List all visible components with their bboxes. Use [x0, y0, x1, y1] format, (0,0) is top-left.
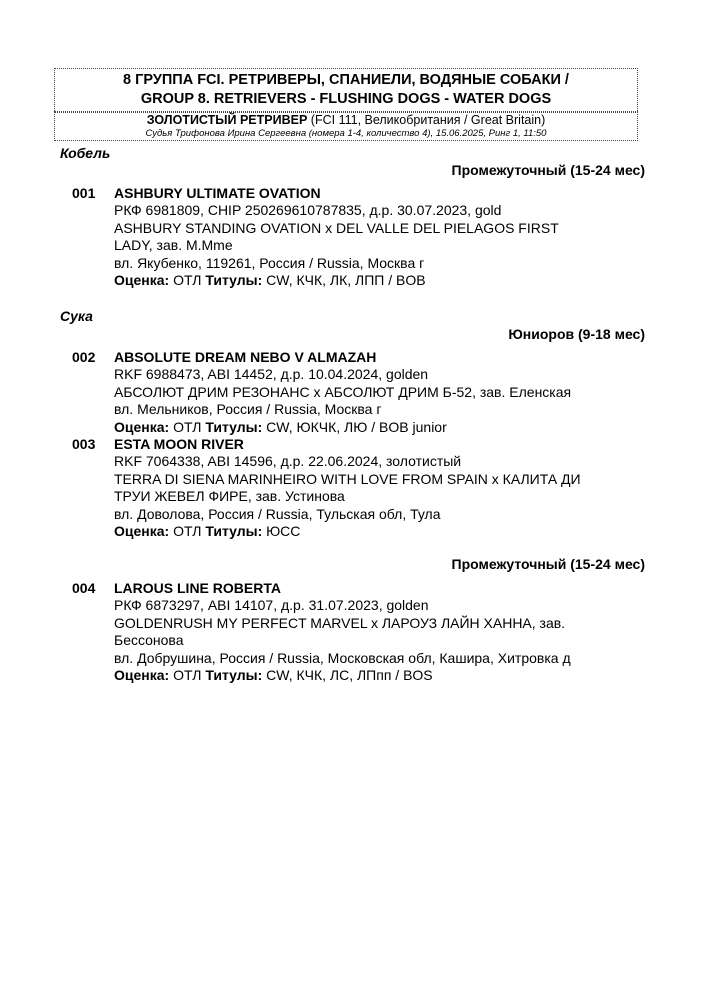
titles-label: Титулы:: [205, 523, 263, 540]
registration-info: RKF 7064338, ABI 14596, д.р. 22.06.2024, золотистый: [114, 453, 462, 470]
titles-label: Титулы:: [205, 418, 263, 435]
titles-value: CW, КЧК, ЛС, ЛПпп / BOS: [266, 667, 433, 684]
class-title: Промежуточный (15-24 мес): [451, 556, 645, 572]
dog-entry: [72, 185, 662, 289]
parents-line: АБСОЛЮТ ДРИМ РЕЗОНАНС x АБСОЛЮТ ДРИМ Б-52, зав. Еленская: [114, 383, 572, 400]
entry-number: 003: [72, 436, 96, 452]
breed-name: ЗОЛОТИСТЫЙ РЕТРИВЕР: [146, 113, 308, 127]
score-value: ОТЛ: [173, 418, 202, 435]
titles-value: CW, КЧК, ЛК, ЛПП / BOB: [266, 272, 426, 289]
group-title-ru: 8 ГРУППА FCI. РЕТРИВЕРЫ, СПАНИЕЛИ, ВОДЯНЫЕ СОБАКИ /: [123, 72, 569, 88]
score-value: ОТЛ: [173, 523, 202, 540]
parents-line: GOLDENRUSH MY PERFECT MARVEL x ЛАРОУЗ ЛАЙН ХАННА, зав.: [114, 614, 566, 631]
owner-info: вл. Мельников, Россия / Russia, Москва г: [114, 401, 382, 418]
owner-info: вл. Якубенко, 119261, Россия / Russia, Москва г: [114, 254, 425, 271]
breed-header: [54, 111, 638, 141]
sex-heading-female: Сука: [60, 308, 93, 324]
owner-info: вл. Доволова, Россия / Russia, Тульская обл, Тула: [114, 505, 441, 522]
class-title: Промежуточный (15-24 мес): [451, 162, 645, 178]
judge-info: Судья Трифонова Ирина Сергеевна (номера 1-4, количество 4), 15.06.2025, Ринг 1, 11:50: [145, 128, 547, 139]
dog-entry: [72, 436, 662, 540]
breed-info: (FCI 111, Великобритания / Great Britain): [310, 113, 546, 127]
dog-entry: [72, 580, 662, 684]
result-line: [114, 419, 662, 436]
group-title-en: GROUP 8. RETRIEVERS - FLUSHING DOGS - WATER DOGS: [140, 91, 552, 107]
owner-info: вл. Добрушина, Россия / Russia, Московская обл, Кашира, Хитровка д: [114, 649, 571, 666]
dog-entry: [72, 349, 662, 436]
entry-number: 001: [72, 185, 96, 201]
breed-line: [55, 113, 637, 128]
score-value: ОТЛ: [173, 272, 202, 289]
dog-name: ASHBURY ULTIMATE OVATION: [114, 185, 321, 201]
dog-name: ESTA MOON RIVER: [114, 436, 244, 452]
parents-line: ТРУИ ЖЕВЕЛ ФИРЕ, зав. Устинова: [114, 488, 345, 505]
parents-line: TERRA DI SIENA MARINHEIRO WITH LOVE FROM SPAIN x КАЛИТА ДИ: [114, 470, 581, 487]
titles-value: CW, ЮКЧК, ЛЮ / BOB junior: [266, 418, 447, 435]
dog-name: ABSOLUTE DREAM NEBO V ALMAZAH: [114, 349, 377, 365]
score-label: Оценка:: [114, 418, 170, 435]
entry-number: 004: [72, 580, 96, 596]
group-header: [54, 68, 638, 113]
dog-name: LAROUS LINE ROBERTA: [114, 580, 281, 596]
class-title: Юниоров (9-18 мес): [508, 326, 645, 342]
parents-line: ASHBURY STANDING OVATION x DEL VALLE DEL PIELAGOS FIRST: [114, 219, 559, 236]
result-line: [114, 523, 662, 540]
score-label: Оценка:: [114, 523, 170, 540]
sex-heading-male: Кобель: [60, 145, 111, 161]
titles-value: ЮСС: [266, 523, 301, 540]
parents-line: Бессонова: [114, 632, 184, 649]
result-line: [114, 272, 662, 289]
score-label: Оценка:: [114, 667, 170, 684]
result-line: [114, 667, 662, 684]
parents-line: LADY, зав. M.Mme: [114, 237, 233, 254]
registration-info: RKF 6988473, ABI 14452, д.р. 10.04.2024, golden: [114, 366, 429, 383]
score-value: ОТЛ: [173, 667, 202, 684]
titles-label: Титулы:: [205, 667, 263, 684]
registration-info: РКФ 6981809, CHIP 250269610787835, д.р. 30.07.2023, gold: [114, 202, 502, 219]
registration-info: РКФ 6873297, ABI 14107, д.р. 31.07.2023, golden: [114, 597, 429, 614]
score-label: Оценка:: [114, 272, 170, 289]
entry-number: 002: [72, 349, 96, 365]
titles-label: Титулы:: [205, 272, 263, 289]
